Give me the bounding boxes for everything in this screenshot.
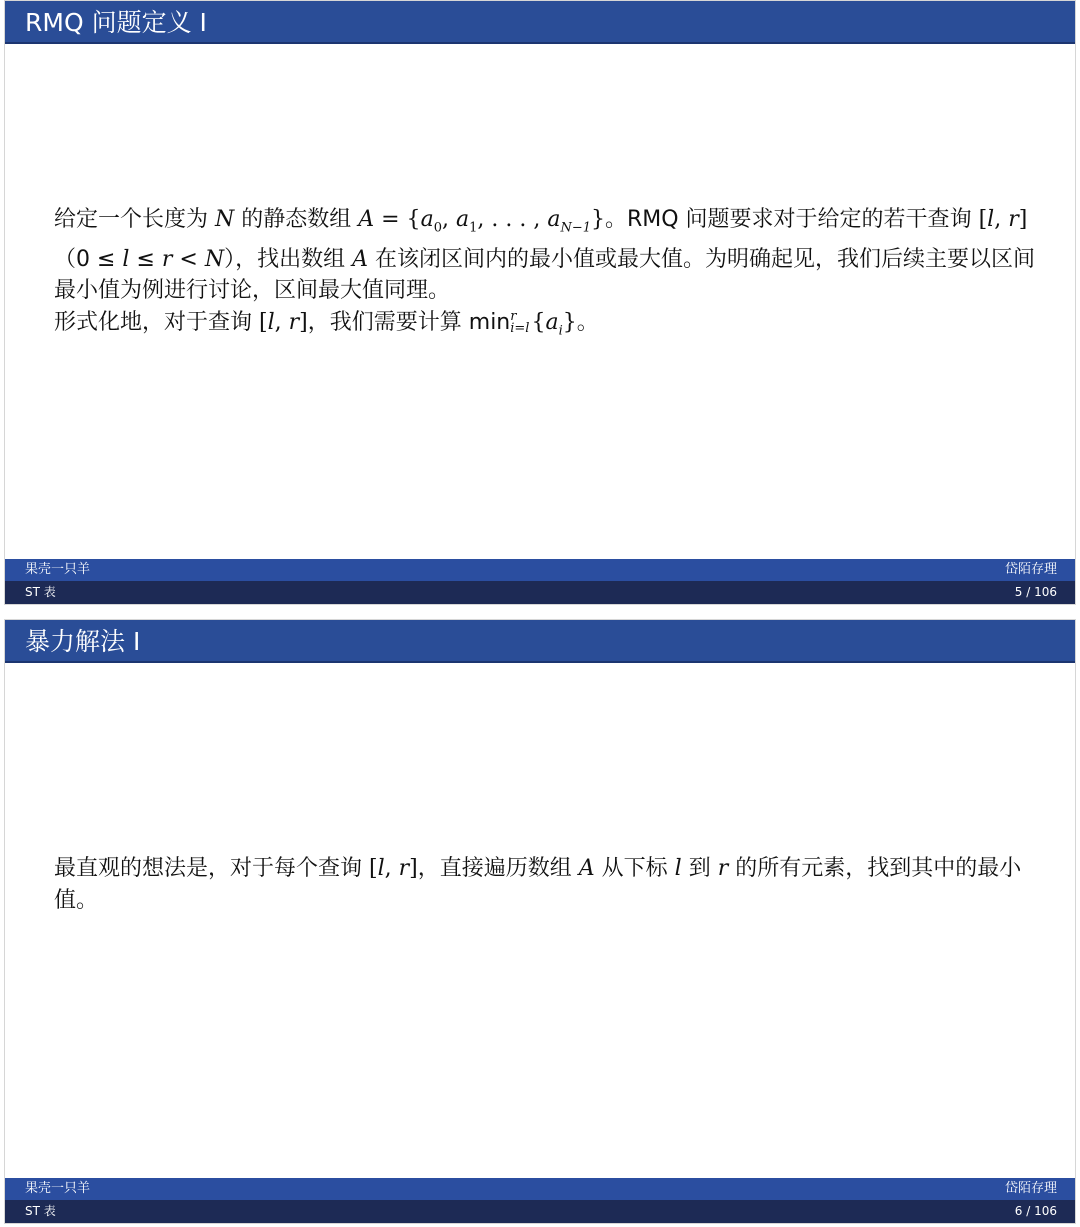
footer-page-number: 5 / 106: [1014, 585, 1057, 599]
footer-page-number: 6 / 106: [1014, 1204, 1057, 1218]
slide-6: [4, 619, 1076, 1224]
footer-topic: ST 表: [25, 1204, 56, 1218]
slide-title: RMQ 问题定义 I: [5, 1, 1075, 44]
footer-author: 果壳一只羊: [25, 562, 91, 577]
slide-body: [54, 853, 1044, 916]
formal-definition-paragraph: 形式化地，对于查询 [l, r]，我们需要计算 min r i=l $\{a_i\}$。: [54, 308, 599, 339]
min-limits: r i=l: [510, 308, 530, 336]
slide-footer: [5, 559, 1075, 604]
slide-body: [54, 204, 1044, 347]
footer-institute: 岱陌存理: [1004, 1181, 1057, 1196]
slide-5: [4, 0, 1076, 605]
footer-topic: ST 表: [25, 585, 56, 599]
footer-institute: 岱陌存理: [1004, 562, 1057, 577]
slide-title: 暴力解法 I: [5, 620, 1075, 663]
brute-force-paragraph: 最直观的想法是，对于每个查询 [l, r]，直接遍历数组 A 从下标 l 到 r 的所有元素，找到其中的最小值。: [54, 856, 1022, 913]
slide-footer: [5, 1178, 1075, 1223]
definition-paragraph: 给定一个长度为 N 的静态数组 $A = \{a_0$, $a_1$, . . . , $a_{N-1}$}。RMQ 问题要求对于给定的若干查询 [l, r]（0 ≤ l ≤ r < N），找出数组 A 在该闭区间内的最小值或最大值。为明确起见，我们后续主要以区间最小值为例进行讨论，区间最大值同理。: [54, 207, 1035, 304]
footer-author: 果壳一只羊: [25, 1181, 91, 1196]
